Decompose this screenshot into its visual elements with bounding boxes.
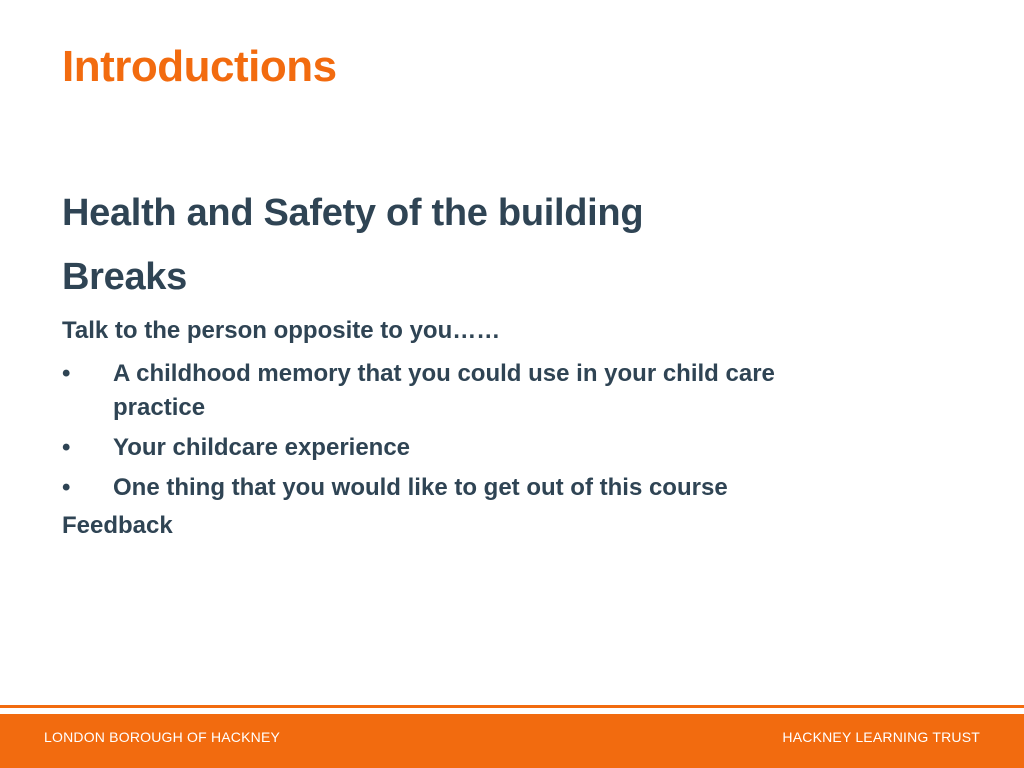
bullet-symbol: • (62, 360, 71, 387)
slide-content (62, 188, 882, 552)
discussion-prompt: Talk to the person opposite to you…… (62, 317, 501, 344)
slide-title: Introductions (62, 42, 337, 91)
footer (0, 705, 1024, 768)
bullet-text: One thing that you would like to get out of this course (113, 474, 728, 501)
heading-health-and-safety: Health and Safety of the building (62, 192, 644, 234)
feedback-label: Feedback (62, 512, 173, 539)
bullet-symbol: • (62, 474, 71, 501)
bullet-list (62, 357, 882, 505)
bullet-text: Your childcare experience (113, 434, 411, 461)
bullet-symbol: • (62, 434, 71, 461)
footer-organisation-right: HACKNEY LEARNING TRUST (782, 729, 980, 745)
bullet-item-course-goal (62, 471, 853, 505)
bullet-text: A childhood memory that you could use in your child care practice (113, 360, 775, 421)
bullet-item-childhood-memory (62, 357, 853, 425)
heading-breaks: Breaks (62, 256, 187, 298)
bullet-item-childcare-experience (62, 431, 853, 465)
footer-organisation-left: LONDON BOROUGH OF HACKNEY (44, 729, 281, 745)
footer-divider (0, 705, 1024, 708)
